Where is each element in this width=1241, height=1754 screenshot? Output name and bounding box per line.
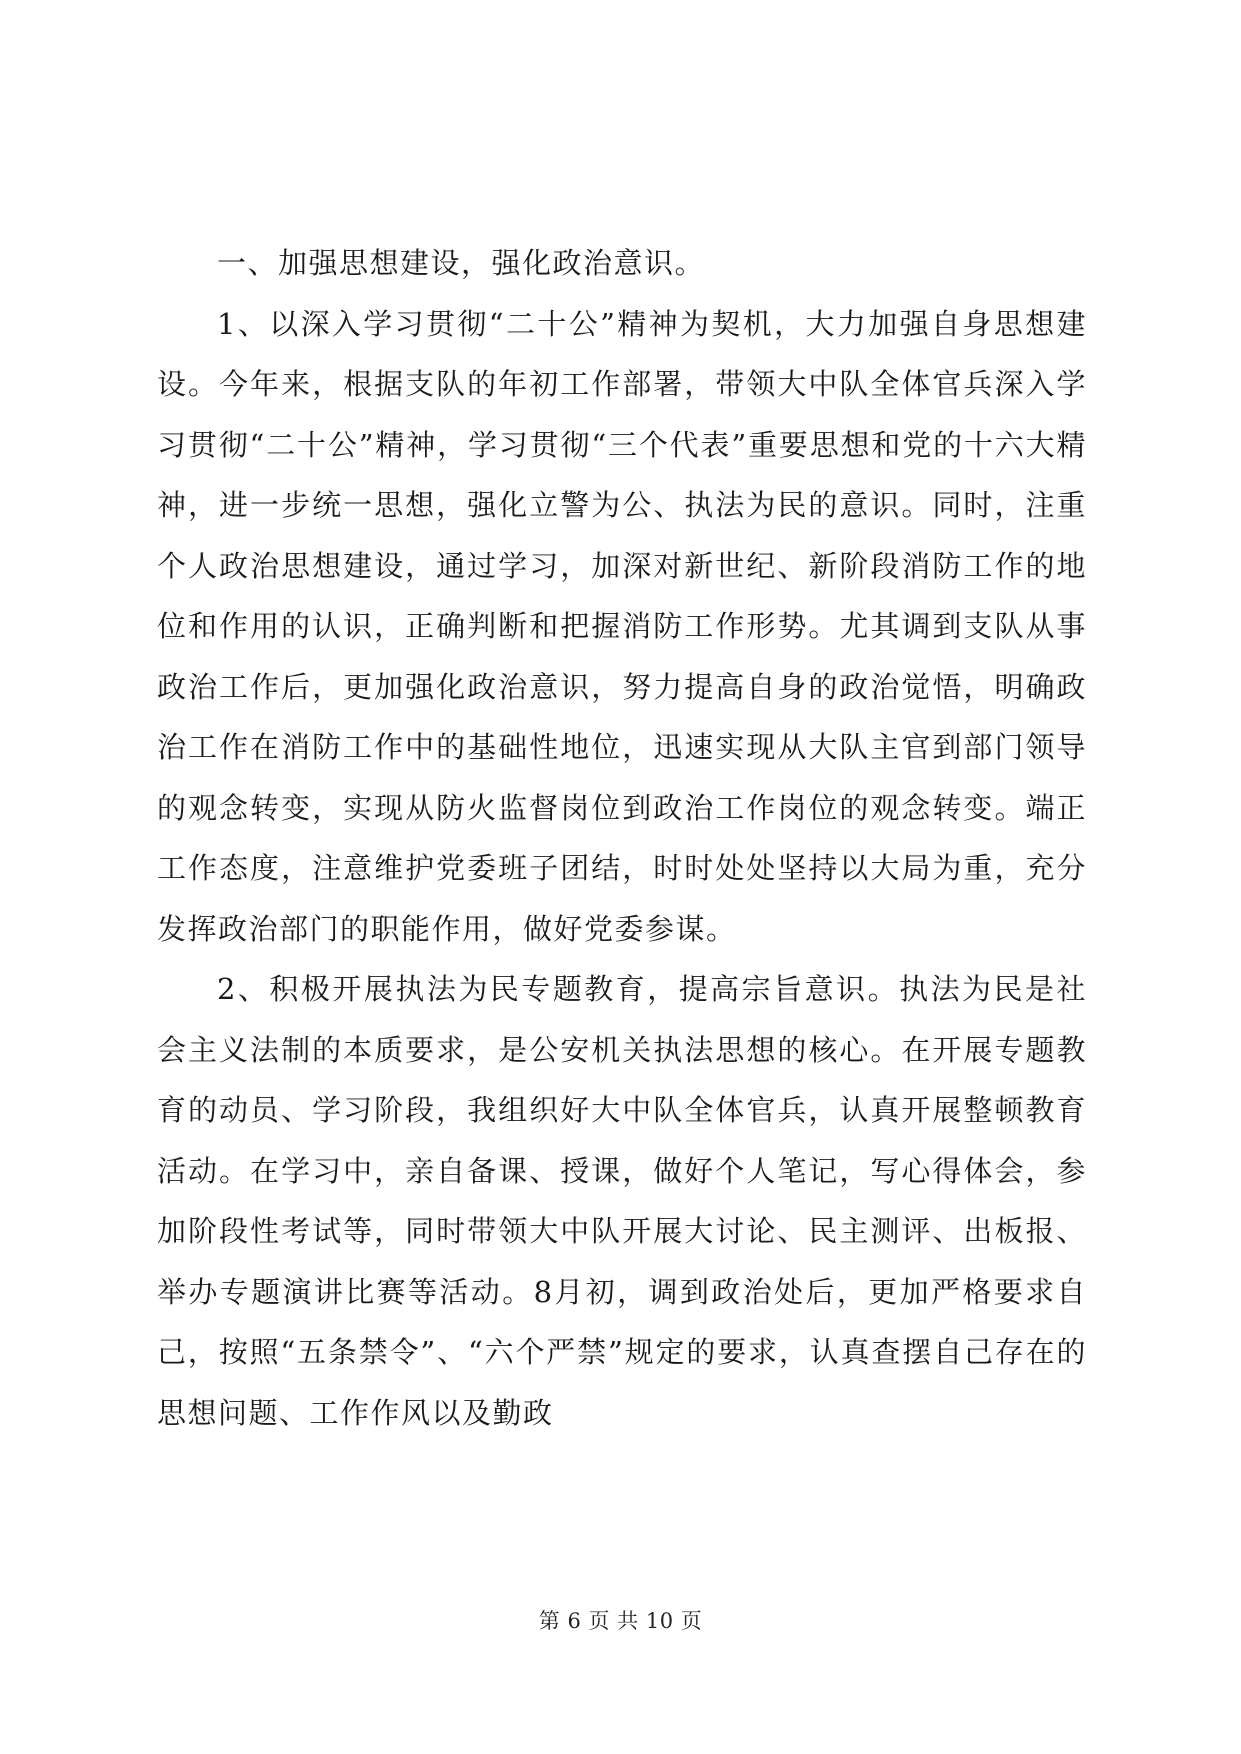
section-heading: 一、加强思想建设，强化政治意识。 xyxy=(217,246,706,280)
paragraph-1: 1、以深入学习贯彻“二十公”精神为契机，大力加强自身思想建设。今年来，根据支队的年初工作部署，带领大中队全体官兵深入学习贯彻“二十公”精神，学习贯彻“三个代表”重要思想和党的十六大精神，进一步统一思想，强化立警为公、执法为民的意识。同时，注重个人政治思想建设，通过学习，加深对新世纪、新阶段消防工作的地位和作用的认识，正确判断和把握消防工作形势。尤其调到支队从事政治工作后，更加强化政治意识，努力提高自身的政治觉悟，明确政治工作在消防工作中的基础性地位，迅速实现从大队主官到部门领导的观念转变，实现从防火监督岗位到政治工作岗位的观念转变。端正工作态度，注意维护党委班子团结，时时处处坚持以大局为重，充分发挥政治部门的职能作用，做好党委参谋。 xyxy=(157,306,1087,946)
paragraph-2: 2、积极开展执法为民专题教育，提高宗旨意识。执法为民是社会主义法制的本质要求，是公安机关执法思想的核心。在开展专题教育的动员、学习阶段，我组织好大中队全体官兵，认真开展整顿教育活动。在学习中，亲自备课、授课，做好个人笔记，写心得体会，参加阶段性考试等，同时带领大中队开展大讨论、民主测评、出板报、举办专题演讲比赛等活动。8月初，调到政治处后，更加严格要求自己，按照“五条禁令”、“六个严禁”规定的要求，认真查摆自己存在的思想问题、工作作风以及勤政 xyxy=(157,972,1087,1430)
page-number-footer: 第 6 页 共 10 页 xyxy=(538,1609,703,1633)
document-body xyxy=(157,233,1087,1443)
